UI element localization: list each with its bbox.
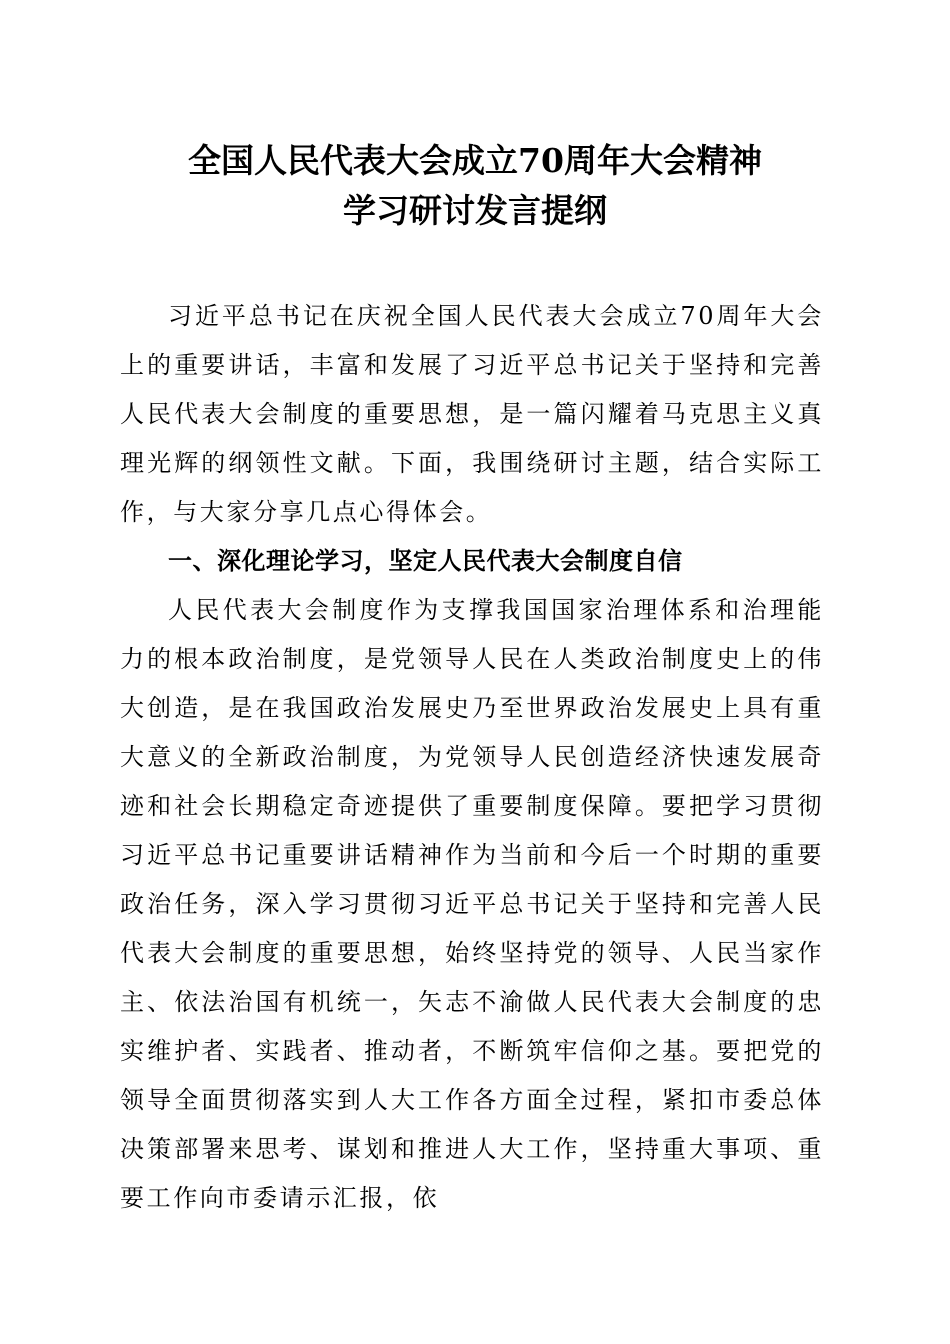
document-title-line-1: 全国人民代表大会成立70周年大会精神	[188, 141, 762, 180]
section-1-heading: 一、深化理论学习，坚定人民代表大会制度自信	[168, 547, 683, 575]
document-title-line-2: 学习研讨发言提纲	[343, 191, 607, 230]
section-1-paragraph: 人民代表大会制度作为支撑我国国家治理体系和治理能力的根本政治制度，是党领导人民在人类政治制度史上的伟大创造，是在我国政治发展史乃至世界政治发展史上具有重大意义的全新政治制度，为党领导人民创造经济快速发展奇迹和社会长期稳定奇迹提供了重要制度保障。要把学习贯彻习近平总书记重要讲话精神作为当前和今后一个时期的重要政治任务，深入学习贯彻习近平总书记关于坚持和完善人民代表大会制度的重要思想，始终坚持党的领导、人民当家作主、依法治国有机统一，矢志不渝做人民代表大会制度的忠实维护者、实践者、推动者，不断筑牢信仰之基。要把党的领导全面贯彻落实到人大工作各方面全过程，紧扣市委总体决策部署来思考、谋划和推进人大工作，坚持重大事项、重要工作向市委请示汇报，依	[120, 596, 824, 1212]
document-body	[120, 292, 824, 1223]
intro-paragraph: 习近平总书记在庆祝全国人民代表大会成立70周年大会上的重要讲话，丰富和发展了习近平总书记关于坚持和完善人民代表大会制度的重要思想，是一篇闪耀着马克思主义真理光辉的纲领性文献。下面，我围绕研讨主题，结合实际工作，与大家分享几点心得体会。	[120, 302, 824, 526]
